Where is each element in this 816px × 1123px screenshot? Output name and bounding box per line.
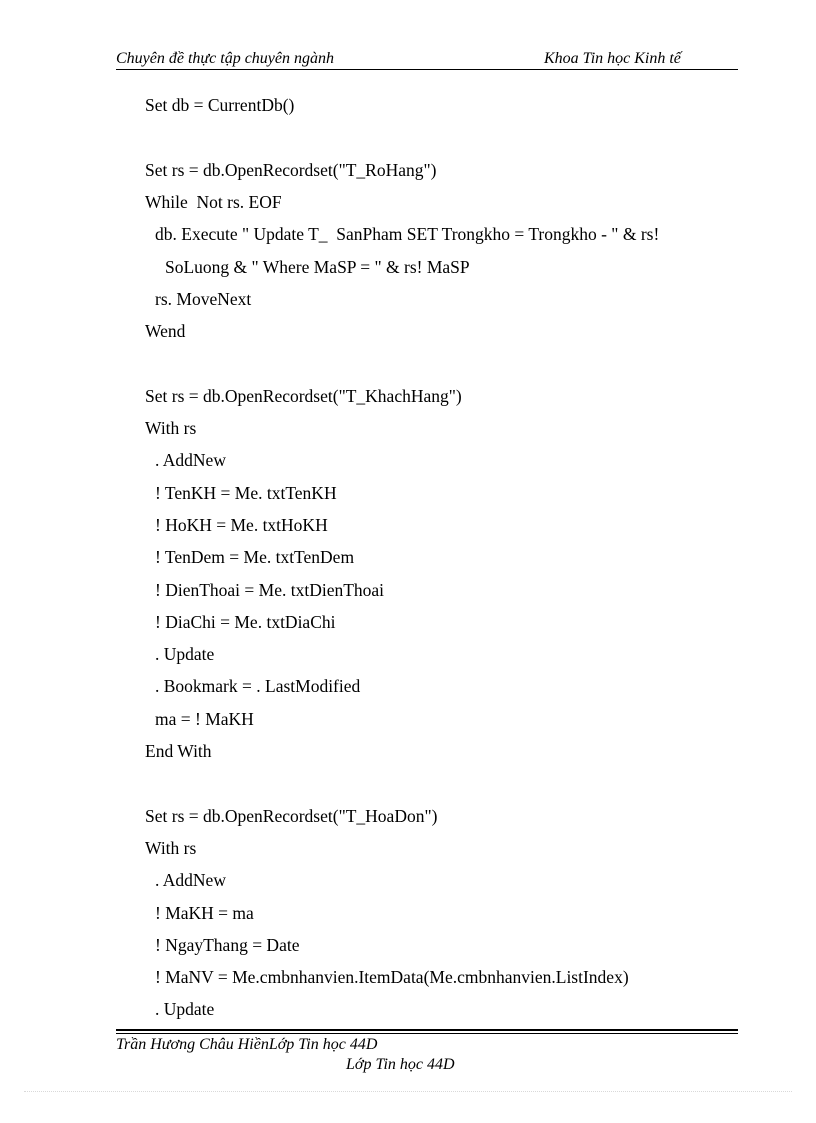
code-line: . Update (155, 644, 215, 665)
footer-divider-thin (116, 1033, 738, 1034)
code-line: . AddNew (155, 870, 226, 891)
code-line: ! TenKH = Me. txtTenKH (155, 482, 337, 503)
code-line: . Update (155, 999, 215, 1020)
code-line: ! MaNV = Me.cmbnhanvien.ItemData(Me.cmbnhanvien.ListIndex) (155, 967, 629, 988)
code-line: ! DienThoai = Me. txtDienThoai (155, 579, 385, 600)
code-line: ! MaKH = ma (155, 902, 254, 923)
code-line: End With (145, 741, 212, 761)
code-line: With rs (145, 418, 197, 438)
code-line: . Bookmark = . LastModified (155, 676, 361, 697)
code-line: ! NgayThang = Date (155, 934, 300, 955)
page-header-left: Chuyên đề thực tập chuyên ngành (116, 50, 334, 67)
code-line: SoLuong & " Where MaSP = " & rs! MaSP (165, 256, 470, 277)
code-line: Set rs = db.OpenRecordset("T_KhachHang") (145, 385, 462, 406)
code-line: ma = ! MaKH (155, 708, 254, 729)
page-header-right: Khoa Tin học Kinh tế (544, 50, 681, 67)
page-bottom-edge (24, 1091, 792, 1092)
code-line: ! TenDem = Me. txtTenDem (155, 547, 355, 568)
code-line: While Not rs. EOF (145, 191, 282, 212)
code-line: rs. MoveNext (155, 288, 252, 309)
code-line: Set rs = db.OpenRecordset("T_HoaDon") (145, 805, 438, 826)
code-line: db. Execute " Update T_ SanPham SET Trongkho = Trongkho - " & rs! (155, 224, 660, 245)
code-line: ! HoKH = Me. txtHoKH (155, 514, 328, 535)
footer-author: Trần Hương Châu HiềnLớp Tin học 44D (116, 1036, 378, 1053)
code-line: Set rs = db.OpenRecordset("T_RoHang") (145, 159, 437, 180)
code-line: ! DiaChi = Me. txtDiaChi (155, 611, 336, 632)
footer-divider-thick (116, 1029, 738, 1031)
code-line: Set db = CurrentDb() (145, 95, 295, 115)
footer-class: Lớp Tin học 44D (346, 1056, 455, 1073)
code-line: . AddNew (155, 450, 226, 471)
code-line: With rs (145, 837, 197, 858)
code-line: Wend (145, 321, 186, 342)
